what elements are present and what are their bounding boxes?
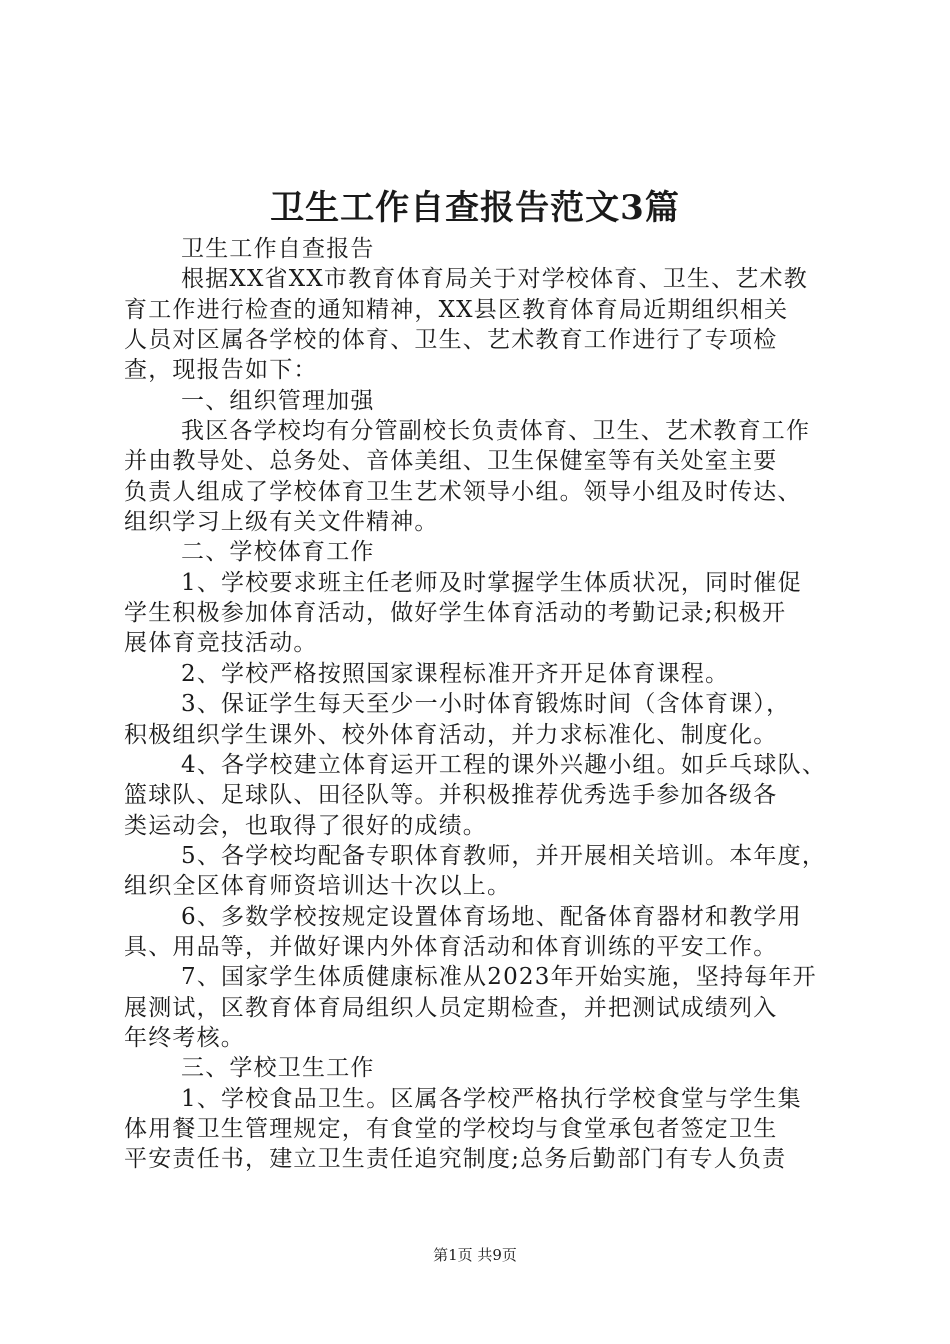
document-body	[124, 234, 836, 1175]
paragraph-line: 2、学校严格按照国家课程标准开齐开足体育课程。	[181, 660, 730, 687]
paragraph-line: 育工作进行检查的通知精神，XX县区教育体育局近期组织相关	[124, 296, 789, 323]
paragraph-line: 卫生工作自查报告	[181, 236, 375, 262]
paragraph-line: 学生积极参加体育活动，做好学生体育活动的考勤记录;积极开	[124, 600, 787, 627]
paragraph-line: 展体育竞技活动。	[124, 630, 318, 657]
paragraph-line: 根据XX省XX市教育体育局关于对学校体育、卫生、艺术教	[181, 266, 808, 293]
paragraph-line: 组织全区体育师资培训达十次以上。	[124, 873, 512, 900]
paragraph-line: 负责人组成了学校体育卫生艺术领导小组。领导小组及时传达、	[124, 478, 802, 505]
paragraph-line: 1、学校要求班主任老师及时掌握学生体质状况，同时催促	[181, 569, 802, 596]
paragraph-line: 篮球队、足球队、田径队等。并积极推荐优秀选手参加各级各	[124, 782, 778, 809]
paragraph-line: 3、保证学生每天至少一小时体育锻炼时间（含体育课），	[181, 691, 791, 718]
paragraph-line: 组织学习上级有关文件精神。	[124, 509, 439, 536]
paragraph-line: 年终考核。	[124, 1024, 245, 1051]
paragraph-line: 6、多数学校按规定设置体育场地、配备体育器材和教学用	[181, 903, 802, 930]
paragraph-line: 具、用品等，并做好课内外体育活动和体育训练的平安工作。	[124, 933, 778, 960]
paragraph-line: 平安责任书，建立卫生责任追究制度;总务后勤部门有专人负责	[124, 1146, 787, 1173]
paragraph-line: 类运动会，也取得了很好的成绩。	[124, 812, 487, 839]
paragraph-line: 4、各学校建立体育运开工程的课外兴趣小组。如乒乓球队、	[181, 751, 827, 778]
paragraph-line: 展测试，区教育体育局组织人员定期检查，并把测试成绩列入	[124, 994, 778, 1021]
section-heading: 一、组织管理加强	[181, 387, 375, 414]
page-footer: 第1页 共9页	[433, 1246, 517, 1264]
section-heading: 二、学校体育工作	[181, 539, 375, 566]
paragraph-line: 并由教导处、总务处、音体美组、卫生保健室等有关处室主要	[124, 448, 778, 475]
paragraph-line: 积极组织学生课外、校外体育活动，并力求标准化、制度化。	[124, 721, 778, 748]
paragraph-line: 7、国家学生体质健康标准从2023年开始实施，坚持每年开	[181, 964, 817, 991]
paragraph-line: 1、学校食品卫生。区属各学校严格执行学校食堂与学生集	[181, 1085, 802, 1112]
paragraph-line: 人员对区属各学校的体育、卫生、艺术教育工作进行了专项检	[124, 327, 778, 354]
paragraph-line: 5、各学校均配备专职体育教师，并开展相关培训。本年度，	[181, 842, 827, 869]
document-title: 卫生工作自查报告范文3篇	[270, 188, 680, 228]
paragraph-line: 我区各学校均有分管副校长负责体育、卫生、艺术教育工作	[181, 418, 811, 445]
section-heading: 三、学校卫生工作	[181, 1055, 375, 1082]
paragraph-line: 查，现报告如下：	[124, 357, 318, 384]
paragraph-line: 体用餐卫生管理规定，有食堂的学校均与食堂承包者签定卫生	[124, 1115, 778, 1142]
